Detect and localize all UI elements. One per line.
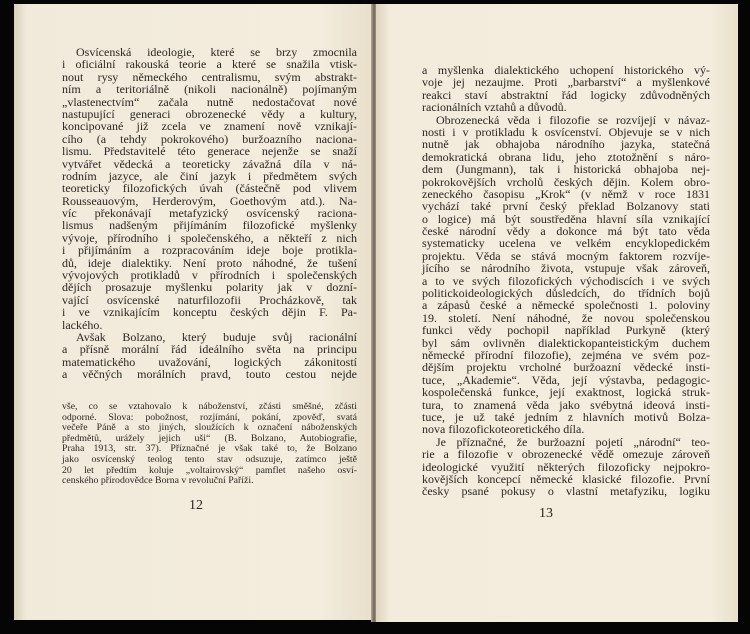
text-line: jako osvícenský teolog tento stav odsuzuje, zatímco ještě xyxy=(62,453,357,465)
text-line: 20 let předtím koluje „voltairovský“ pamflet našeho osví- xyxy=(62,464,357,476)
text-line: teoreticky filozofických úvah (částečně pod vlivem xyxy=(62,181,357,196)
text-line: racionálních vztahů a důvodů. xyxy=(422,100,567,115)
text-line: cenského přírodovědce Borna v revoluční Paříži. xyxy=(62,475,254,487)
text-line: tuce, je už také jedním z hlavních motivů Bolza- xyxy=(422,409,710,424)
text-line: matematického uvažování, logických zákonitostí xyxy=(62,354,357,369)
text-line: nastupující generaci obrozenecké vědy a kultury, xyxy=(62,106,357,121)
page-number-12: 12 xyxy=(189,498,203,513)
text-line: dějích prosazuje myšlenku polarity jak v dozní- xyxy=(62,280,357,295)
text-line: 19. století. Není náhodné, že novou společenskou xyxy=(422,310,710,325)
text-line: ideologické využití některých filozoficky nejpokro- xyxy=(422,459,710,474)
text-line: a to ve svých filozofických východiscích i ve svých xyxy=(422,273,710,288)
text-line: ním a teritoriálně (nikoli nacionálně) pojímaným xyxy=(62,82,357,97)
left-footnote xyxy=(62,402,357,487)
text-line: dějším projektu vrcholné buržoazní vědecké insti- xyxy=(422,360,710,375)
text-line: tura, to znamená věda jako svébytná ideová insti- xyxy=(422,397,710,412)
text-line: i přijímáním a rozpracováním ideje boje protikla- xyxy=(62,243,357,258)
text-line: lismus nadšeným přijímáním filozofické myšlenky xyxy=(62,218,357,233)
left-page xyxy=(14,4,372,620)
text-line: německé přírodní filozofie), zejména ve svém poz- xyxy=(422,347,710,362)
text-line: nova filozofickoteoretického díla. xyxy=(422,422,585,437)
text-line: večeře Páně a sto jiných, sloužících k označení náboženských xyxy=(62,422,357,434)
text-line: rodním jazyce, ale činí jazyk i předmětem svých xyxy=(62,168,357,183)
text-line: a přísně morální řád ideálního světa na principu xyxy=(62,342,357,357)
text-line: projektu. Věda se stává mocným faktorem rozvíje- xyxy=(422,248,710,263)
text-line: nutně jak obhajoba národního jazyka, statečná xyxy=(422,137,710,152)
text-line: pokrokovějších vrcholů českých dějin. Kolem obro- xyxy=(422,174,710,189)
text-line: lismu. Představitelé této generace nejenže se snaží xyxy=(62,144,357,159)
text-line: dem (Jungmann), tak i historická obhajoba nej- xyxy=(422,162,710,177)
text-line: i oficiální rakouská teorie a které se snažila vtisk- xyxy=(62,57,357,72)
text-line: české národní vědy a dokonce má být tato věda xyxy=(422,224,710,239)
text-line: koncipované již zcela ve znamení nově vznikají- xyxy=(62,119,357,134)
text-line: demokratická obrana lidu, jeho ztotožnění s náro- xyxy=(422,149,710,164)
text-line: jícího se národního života, vstupuje však zároveň, xyxy=(422,261,710,276)
text-line: tuce, „Akademie“. Věda, její výstavba, pedagogic- xyxy=(422,372,710,387)
text-line: „vlastenectvím“ začala nutně nedostačovat nové xyxy=(62,94,357,109)
text-line: politickoideologických důsledcích, do třídních bojů xyxy=(422,286,710,301)
text-line: Obrozenecká věda i filozofie se rozvíjejí v návaz- xyxy=(436,112,710,127)
text-line: byl sám ovlivněn dialektickopanteistickým duchem xyxy=(422,335,710,350)
text-line: Rousseauovým, Herderovým, Goethovým atd.). Na- xyxy=(62,193,357,208)
text-line: Je příznačné, že buržoazní pojetí „národní“ teo- xyxy=(436,434,710,449)
text-line: vše, co se vztahovalo k náboženství, zčásti směšné, zčásti xyxy=(62,401,357,412)
text-line: a zápasů české a německé společnosti 1. poloviny xyxy=(422,298,710,313)
text-line: víc překonávají metafyzický osvícenský raciona- xyxy=(62,206,357,221)
text-line: kovějších koncepcí německé klasické filozofie. První xyxy=(422,471,710,486)
right-body-text xyxy=(422,64,710,498)
text-line: nosti i v protikladu k osvícenství. Objevuje se v nich xyxy=(422,124,710,139)
text-line: vychází také první český překlad Bolzanovy stati xyxy=(422,199,710,214)
text-line: o logice) má být soustředěna hlavní síla vznikající xyxy=(422,211,710,226)
text-line: cího (a tehdy pokrokového) buržoazního naciona- xyxy=(62,131,357,146)
text-line: dů, ideje dialektiky. Není proto náhodné, že tušení xyxy=(62,255,357,270)
text-line: systematicky ucelena ve velkém encyklopedickém xyxy=(422,236,710,251)
text-line: Avšak Bolzano, který buduje svůj racionální xyxy=(76,329,357,344)
text-line: předmětů, urážely jejich uši“ (B. Bolzano, Autobiografie, xyxy=(62,432,357,444)
text-line: vající osvícenské naturfilozofii Procházkově, tak xyxy=(62,292,357,307)
text-line: a myšlenka dialektického uchopení historického vý- xyxy=(422,63,710,77)
text-line: funkci vědy pochopil například Purkyně (který xyxy=(422,323,710,338)
text-line: vývojových protikladů v přírodních i společenských xyxy=(62,268,357,283)
text-line: Praha 1913, str. 37). Příznačné je však také to, že Bolzano xyxy=(62,443,357,455)
text-line: i ve vznikajícím konceptu českých dějin F. Pa- xyxy=(62,305,357,320)
text-line: voje jej nezaujme. Proti „barbarství“ a myšlenkové xyxy=(422,75,710,90)
text-line: odporné. Slova: pobožnost, rozjímání, pokání, zpověď, svatá xyxy=(62,411,357,423)
text-line: česky psané pokusy o vlastní metafyziku, logiku xyxy=(422,484,710,499)
text-line: lackého. xyxy=(62,317,103,332)
text-line: Osvícenská ideologie, které se brzy zmocnila xyxy=(76,45,357,59)
text-line: vytvářet vědecká a teoreticky závažná díla v ná- xyxy=(62,156,357,171)
text-line: reakci staví abstraktní řád logicky zdůvodněných xyxy=(422,87,710,102)
text-line: vývoje, přírodního i společenského, a někteří z nich xyxy=(62,230,357,245)
text-line: kospolečenská funkce, její exaktnost, logická struk- xyxy=(422,385,710,400)
text-line: rie a filozofie v obrozenecké vědě omezuje zároveň xyxy=(422,447,710,462)
text-line: a věčných morálních pravd, touto cestou nejde xyxy=(62,367,357,382)
text-line: zeneckého časopisu „Krok“ (v němž v roce 1831 xyxy=(422,186,710,201)
left-body-text xyxy=(62,46,357,381)
text-line: nout rysy německého centralismu, svým abstrakt- xyxy=(62,69,357,84)
page-number-13: 13 xyxy=(539,506,553,521)
right-page xyxy=(376,4,738,622)
